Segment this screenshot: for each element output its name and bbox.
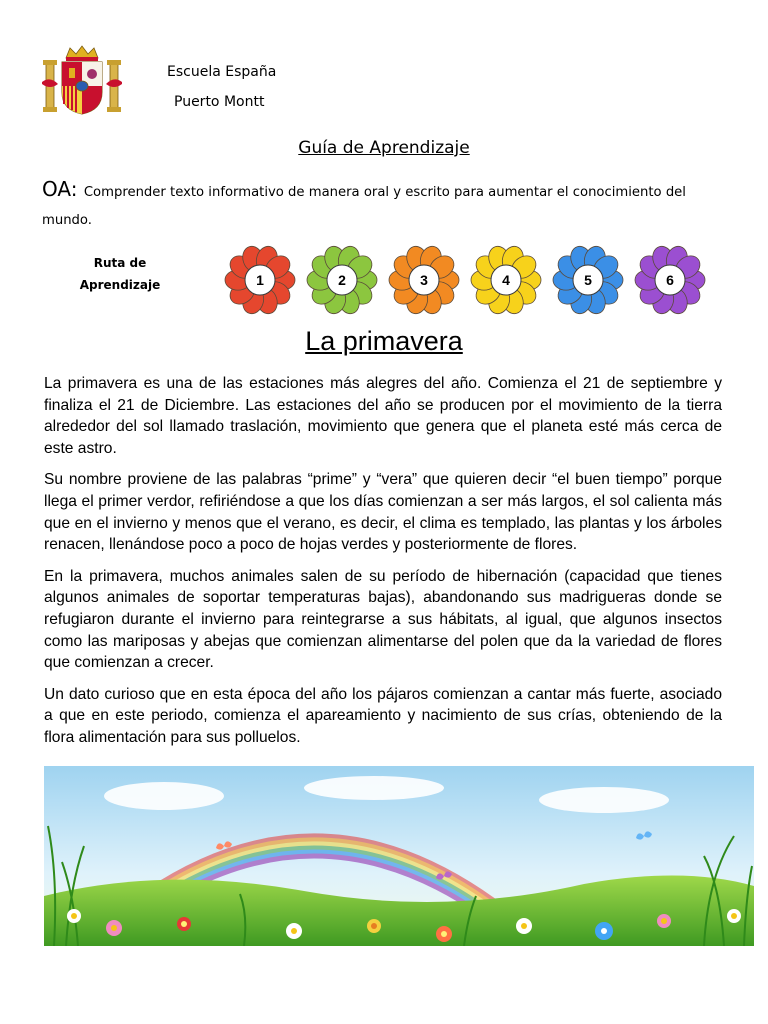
school-city: Puerto Montt: [174, 94, 265, 110]
route-flower-number: 5: [584, 272, 592, 288]
route-flower-4: [471, 244, 541, 317]
route-label-line2: Aprendizaje: [79, 278, 161, 292]
route-flower-6: [635, 244, 705, 317]
route-label-line1: Ruta de: [93, 256, 147, 270]
guide-title: Guía de Aprendizaje: [298, 138, 470, 158]
article-title: La primavera: [305, 326, 463, 356]
article-paragraph-2: Su nombre proviene de las palabras “prime” y “vera” que quieren decir “el buen tiempo” porque llega el primer verdor, refiriéndose a que los días comienzan a ser más largos, el sol calienta más que en el invierno y menos que el verano, es decir, el clima es templado, las plantas y los árboles renacen, llenándose poco a poco de hojas verdes y posteriormente de flores.: [44, 471, 722, 554]
route-flower-1: [225, 244, 295, 317]
spain-coat-of-arms-icon: [42, 44, 122, 118]
route-flower-number: 6: [666, 272, 674, 288]
route-flower-number: 3: [420, 272, 428, 288]
school-name: Escuela España: [167, 64, 277, 80]
article-paragraph-1: La primavera es una de las estaciones más alegres del año. Comienza el 21 de septiembre y finaliza el 21 de Diciembre. Las estaciones del año se producen por el movimiento de la tierra alrededor del sol llamado traslación, movimiento que genera que el planeta esté más cerca de este astro.: [44, 375, 722, 457]
learning-route-label: [70, 252, 170, 296]
route-flower-number: 1: [256, 272, 264, 288]
article-body: [44, 373, 722, 759]
spring-meadow-rainbow-illustration: [44, 766, 754, 946]
route-flower-2: [307, 244, 377, 317]
oa-text: Comprender texto informativo de manera oral y escrito para aumentar el conocimiento del mundo.: [42, 185, 686, 228]
article-paragraph-3: En la primavera, muchos animales salen de su período de hibernación (capacidad que tienes algunos animales de soportar temperaturas bajas), abandonando sus madrigueras donde se refugiaron durante el invierno para reintegrarse a sus hábitats, al igual, que algunos insectos como las mariposas y abejas que comienzan alimentarse del polen que da la variedad de flores que comienzan a crecer.: [44, 567, 722, 672]
oa-label: OA:: [42, 177, 84, 201]
route-flower-number: 4: [502, 272, 510, 288]
route-flower-3: [389, 244, 459, 317]
article-paragraph-4: Un dato curioso que en esta época del año los pájaros comienzan a cantar más fuerte, asociado a que en este periodo, comienza el apareamiento y nacimiento de sus crías, obteniendo de la flora alimentación para sus polluelos.: [44, 685, 722, 746]
route-flower-number: 2: [338, 272, 346, 288]
route-flower-5: [553, 244, 623, 317]
learning-route-flowers: [216, 238, 716, 318]
learning-objective: [42, 176, 732, 234]
